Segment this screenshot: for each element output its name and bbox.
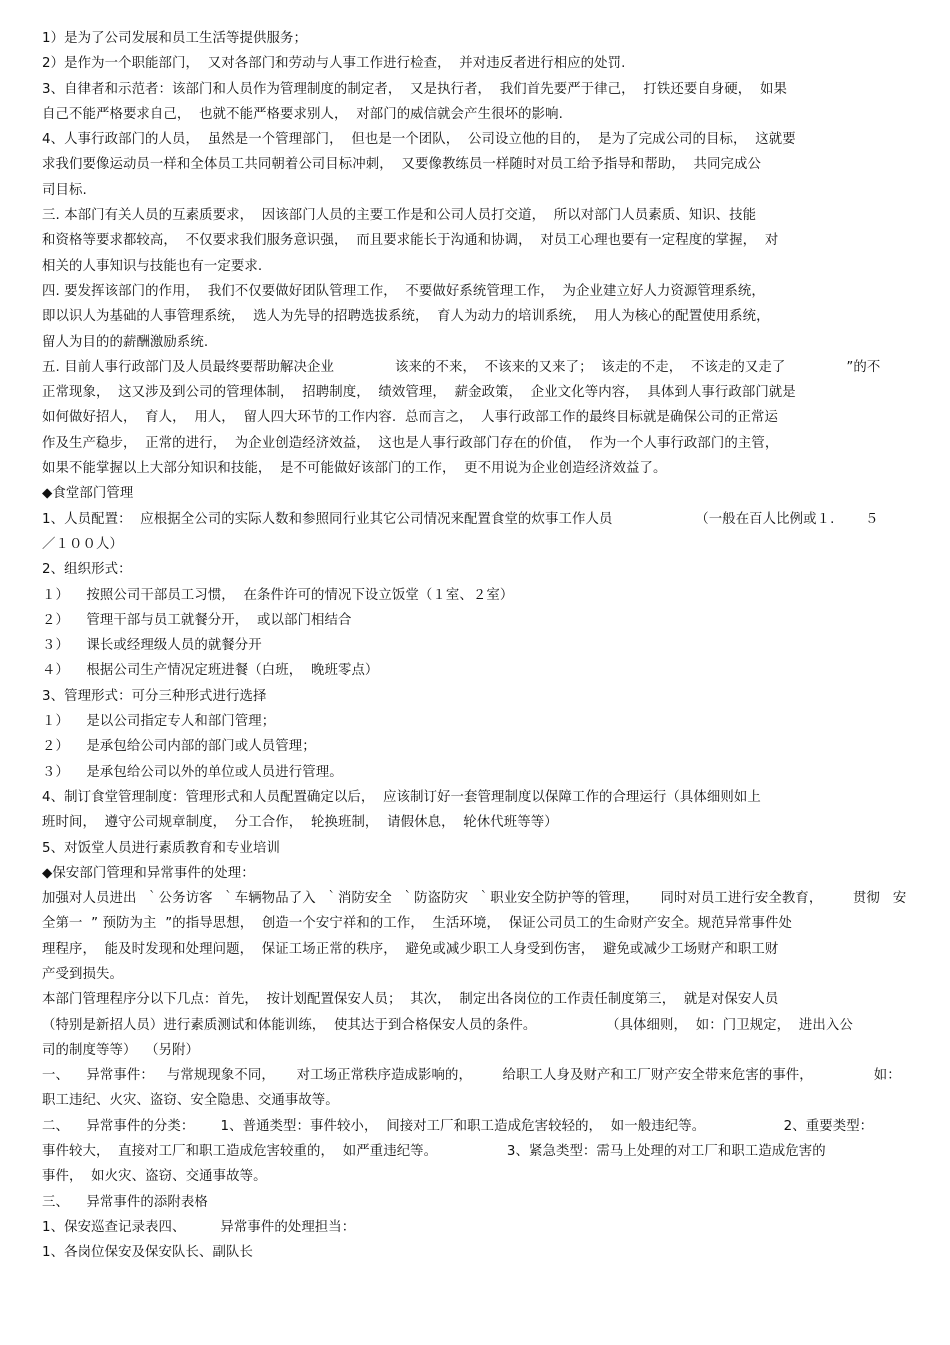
text-line: 相关的人事知识与技能也有一定要求. (42, 258, 263, 274)
text-line: 司的制度等等） （另附） (42, 1042, 200, 1058)
text-line: 全第一 ” 预防为主 ”的指导思想， 创造一个安宁祥和的工作， 生活环境， 保证公司员工的生命财产安全。规范异常事件处 (42, 916, 793, 932)
section-heading: ◆保安部门管理和异常事件的处理： (42, 865, 255, 881)
text-line: 理程序， 能及时发现和处理问题， 保证工场正常的秩序， 避免或减少职工人身受到伤害， 避免或减少工场财产和职工财 (42, 941, 779, 957)
list-item: １） 是以公司指定专人和部门管理； (42, 714, 276, 730)
list-item: ３） 课长或经理级人员的就餐分开 (42, 638, 262, 654)
text-line: 正常现象， 这又涉及到公司的管理体制， 招聘制度， 绩效管理， 薪金政策， 企业文化等内容， 具体到人事行政部门就是 (42, 385, 796, 401)
text-line: 如果不能掌握以上大部分知识和技能， 是不可能做好该部门的工作， 更不用说为企业创造经济效益了。 (42, 461, 667, 477)
list-item: ２） 管理干部与员工就餐分开， 或以部门相结合 (42, 612, 352, 628)
text-line: 4、制订食堂管理制度：管理形式和人员配置确定以后， 应该制订好一套管理制度以保障工作的合理运行（具体细则如上 (42, 789, 761, 805)
text-line: 和资格等要求都较高， 不仅要求我们服务意识强， 而且要求能长于沟通和协调， 对员工心理也要有一定程度的掌握， 对 (42, 233, 779, 249)
text-line: 一、 异常事件： 与常规现象不同， 对工场正常秩序造成影响的， 给职工人身及财产和工厂财产安全带来危害的事件， 如： (42, 1068, 901, 1084)
text-line: 即以识人为基础的人事管理系统， 选人为先导的招聘选拔系统， 育人为动力的培训系统， 用人为核心的配置使用系统， (42, 309, 770, 325)
text-line: 自己不能严格要求自己， 也就不能严格要求别人， 对部门的威信就会产生很坏的影响. (42, 106, 563, 122)
text-line: 求我们要像运动员一样和全体员工共同朝着公司目标冲刺， 又要像教练员一样随时对员工给予指导和帮助， 共同完成公 (42, 157, 761, 173)
text-line: 5、对饭堂人员进行素质教育和专业培训 (42, 840, 280, 856)
text-line: 二、 异常事件的分类： 1、普通类型：事件较小， 间接对工厂和职工造成危害较轻的， 如一般违纪等。 2、重要类型： (42, 1118, 874, 1134)
text-line: 三、 异常事件的添附表格 (42, 1194, 208, 1210)
text-line: 加强对人员进出 ｀公务访客 ｀车辆物品了入 ｀消防安全 ｀防盗防灾 ｀职业安全防护等的管理， 同时对员工进行安全教育， 贯彻 安 (42, 891, 907, 907)
text-line: 1、各岗位保安及保安队长、副队长 (42, 1245, 253, 1261)
section-heading: ◆食堂部门管理 (42, 486, 134, 502)
text-line: 2、组织形式： (42, 562, 132, 578)
text-line: 事件， 如火灾、盗窃、交通事故等。 (42, 1169, 267, 1185)
text-line: 3、自律者和示范者：该部门和人员作为管理制度的制定者， 又是执行者， 我们首先要严于律己， 打铁还要自身硬， 如果 (42, 81, 787, 97)
list-item: ２） 是承包给公司内部的部门或人员管理； (42, 739, 316, 755)
text-line: 四. 要发挥该部门的作用， 我们不仅要做好团队管理工作， 不要做好系统管理工作， 为企业建立好人力资源管理系统， (42, 283, 765, 299)
text-line: 职工违纪、火灾、盗窃、安全隐患、交通事故等。 (42, 1093, 339, 1109)
text-line: 3、管理形式：可分三种形式进行选择 (42, 688, 267, 704)
text-line: （特别是新招人员）进行素质测试和体能训练， 使其达于到合格保安人员的条件。 （具体细则， 如：门卫规定， 进出入公 (42, 1017, 853, 1033)
text-line: 班时间， 遵守公司规章制度， 分工合作， 轮换班制， 请假休息， 轮休代班等等） (42, 815, 558, 831)
text-line: 产受到损失。 (42, 966, 123, 982)
text-line: 事件较大， 直接对工厂和职工造成危害较重的， 如严重违纪等。 3、紧急类型：需马上处理的对工厂和职工造成危害的 (42, 1144, 826, 1160)
text-line: 留人为目的的薪酬激励系统. (42, 334, 209, 350)
text-line: 司目标. (42, 182, 87, 198)
text-line: 1、人员配置： 应根据全公司的实际人数和参照同行业其它公司情况来配置食堂的炊事工作人员 （一般在百人比例或１. ５ (42, 511, 879, 527)
text-line: 4、人事行政部门的人员， 虽然是一个管理部门， 但也是一个团队， 公司设立他的目的， 是为了完成公司的目标， 这就要 (42, 132, 796, 148)
text-line: 作及生产稳步， 正常的进行， 为企业创造经济效益， 这也是人事行政部门存在的价值， 作为一个人事行政部门的主管， (42, 435, 779, 451)
text-line: 2）是作为一个职能部门， 又对各部门和劳动与人事工作进行检查， 并对违反者进行相应的处罚. (42, 56, 626, 72)
list-item: ４） 根据公司生产情况定班进餐（白班， 晚班零点） (42, 663, 379, 679)
text-line: 1、保安巡查记录表四、 异常事件的处理担当： (42, 1219, 356, 1235)
text-line: 三. 本部门有关人员的互素质要求， 因该部门人员的主要工作是和公司人员打交道， 所以对部门人员素质、知识、技能 (42, 208, 757, 224)
text-line: 本部门管理程序分以下几点：首先， 按计划配置保安人员； 其次， 制定出各岗位的工作责任制度第三， 就是对保安人员 (42, 992, 779, 1008)
text-line: 五. 目前人事行政部门及人员最终要帮助解决企业 该来的不来， 不该来的又来了； 该走的不走， 不该走的又走了 ”的不 (42, 359, 881, 375)
text-line: 1）是为了公司发展和员工生活等提供服务； (42, 31, 307, 46)
list-item: １） 按照公司干部员工习惯， 在条件许可的情况下设立饭堂（１室、２室） (42, 587, 514, 603)
list-item: ３） 是承包给公司以外的单位或人员进行管理。 (42, 764, 343, 780)
text-line: ／１００人） (42, 536, 123, 552)
text-line: 如何做好招人， 育人， 用人， 留人四大环节的工作内容. 总而言之， 人事行政部工作的最终目标就是确保公司的正常运 (42, 410, 778, 426)
